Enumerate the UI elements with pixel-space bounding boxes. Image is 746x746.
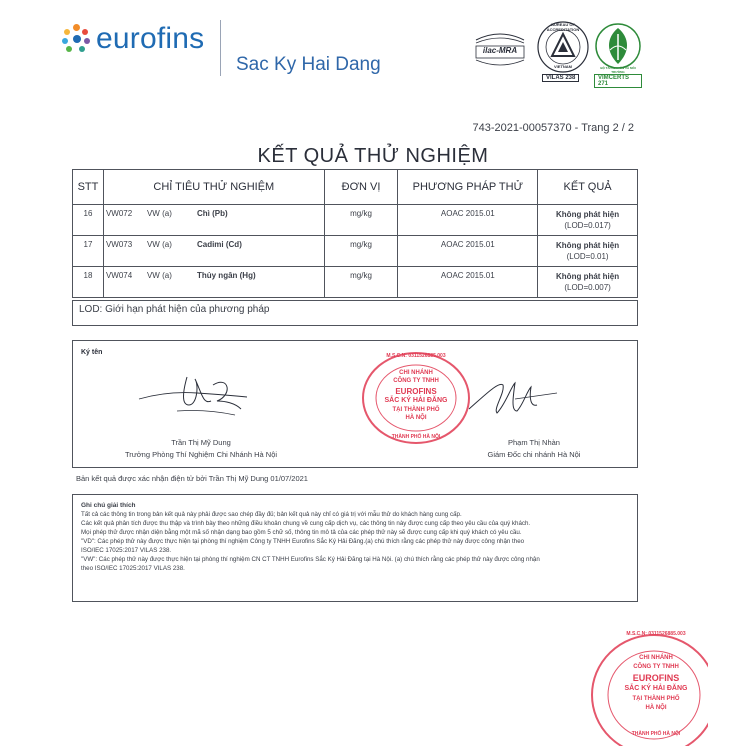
boa-country-text: VIETNAM [554,64,572,69]
note-line: Các kết quả phân tích được thu thập và trình bày theo những điều khoản chung về cung cấp dịch vụ, các thông tin này được cung cấp theo yêu cầu của quý khách. [81,520,531,527]
row-stt: 17 [73,236,104,267]
vimcerts-caption: VIMCERTS 271 [594,74,642,88]
electronic-confirmation: Bản kết quả được xác nhận điện tử bởi Trần Thị Mỹ Dung 01/07/2021 [76,474,308,483]
header-result: KẾT QUẢ [538,170,638,205]
ilac-mra-logo [474,30,526,66]
row-result [538,267,638,298]
ilac-mra-text: ilac-MRA [482,46,518,55]
row-analyte: Thủy ngân (Hg) [196,271,256,280]
stamp-line-4: SẮC KÝ HẢI ĐĂNG [384,397,448,404]
eurofins-logo [62,22,204,56]
row-stt: 18 [73,267,104,298]
corner-stamp-ring-text: M.S.C.N: 0311526885.003 [626,631,686,637]
row-indicator [103,267,324,298]
left-signer-title: Trưởng Phòng Thí Nghiệm Chi Nhánh Hà Nội [124,450,278,459]
row-result-text: Không phát hiện [556,272,620,281]
table-row [73,236,638,267]
header-stt: STT [73,170,104,205]
signature-section [72,340,638,468]
row-method: AOAC 2015.01 [398,267,538,298]
results-table [72,169,638,298]
header-divider [220,20,221,76]
row-analyte: Cadimi (Cd) [196,240,242,249]
stamp-line-3: EUROFINS [395,387,437,396]
corner-stamp-line-4: SẮC KÝ HẢI ĐĂNG [624,685,688,692]
notes-title: Ghi chú giải thích [81,502,136,509]
left-signer-name: Trần Thị Mỹ Dung [171,438,231,447]
note-line: Tất cả các thông tin trong bản kết quả này phải được sao chép đầy đủ; bản kết quả này chỉ có giá trị với mẫu thử do khách hàng cung cấp. [81,511,462,518]
branch-name: Sac Ky Hai Dang [236,54,381,75]
lod-legend: LOD: Giới hạn phát hiện của phương pháp [72,300,638,326]
header-method: PHƯƠNG PHÁP THỬ [398,170,538,205]
right-signature-image [465,375,565,425]
row-matrix: VW (a) [146,240,172,249]
stamp-line-6: HÀ NỘI [405,415,427,421]
note-line: ISO/IEC 17025:2017 VILAS 238. [81,547,172,554]
corner-stamp-bottom-text: THÀNH PHỐ HÀ NỘI [631,731,681,737]
note-line: "VW": Các phép thử này được thực hiện tại phòng thí nghiệm CN CT TNHH Eurofins Sắc Ký Hải Đăng tại Hà Nội. (a) chú thích rằng các phép thử này được công nhận [81,556,540,563]
row-result-lod: (LOD=0.007) [564,283,611,292]
notes-section [72,494,638,602]
stamp-line-5: TẠI THÀNH PHỐ [392,407,440,413]
corner-stamp-line-6: HÀ NỘI [645,705,667,711]
row-code: VW072 [105,209,133,218]
row-matrix: VW (a) [146,271,172,280]
table-row [73,267,638,298]
row-result [538,205,638,236]
page-title: KẾT QUẢ THỬ NGHIỆM [257,145,489,167]
row-result-text: Không phát hiện [556,241,620,250]
right-signer [459,437,609,461]
vimcerts-inner-text: BỘ TÀI NGUYÊN VÀ MÔI TRƯỜNG [600,66,636,74]
header-unit: ĐƠN VỊ [324,170,398,205]
note-line: theo ISO/IEC 17025:2017 VILAS 238. [81,565,185,572]
boa-logo [536,20,590,84]
corner-stamp-line-1: CHI NHÁNH [639,655,673,661]
row-method: AOAC 2015.01 [398,236,538,267]
stamp-line-2: CÔNG TY TNHH [393,378,439,384]
eurofins-logo-text: eurofins [96,22,205,55]
row-result-lod: (LOD=0.017) [564,221,611,230]
vimcerts-logo [594,20,642,87]
row-unit: mg/kg [324,267,398,298]
row-indicator [103,236,324,267]
note-line: "VD": Các phép thử này được thực hiện tại phòng thí nghiệm Công ty TNHH Eurofins Sắc Ký Hải Đăng.(a) chú thích rằng các phép thử này được công nhận theo [81,538,525,545]
signature-label: Ký tên [81,349,103,356]
eurofins-dots-icon [62,24,92,54]
document-reference: 743-2021-00057370 - Trang 2 / 2 [472,122,634,134]
table-row [73,205,638,236]
row-stt: 16 [73,205,104,236]
stamp-ring-text: M.S.C.N: 0311526885.003 [386,353,446,359]
row-code: VW073 [105,240,133,249]
corner-stamp [588,625,708,746]
corner-stamp-line-3: EUROFINS [632,673,680,683]
row-method: AOAC 2015.01 [398,205,538,236]
table-header-row [73,170,638,205]
row-indicator [103,205,324,236]
corner-stamp-line-5: TẠI THÀNH PHỐ [632,696,680,702]
stamp-line-1: CHI NHÁNH [399,370,433,376]
row-result-lod: (LOD=0.01) [566,252,609,261]
row-unit: mg/kg [324,236,398,267]
row-code: VW074 [105,271,133,280]
corner-stamp-line-2: CÔNG TY TNHH [633,664,679,670]
note-line: Mọi phép thử được nhận diện bằng một mã số nhận dạng bao gồm 5 chữ số, thông tin mô tả của các phép thử này sẽ được cung cấp khi quý khách có yêu cầu. [81,529,522,536]
row-unit: mg/kg [324,205,398,236]
company-stamp [360,350,472,446]
boa-ring-text: BUREAU OF ACCREDITATION [546,22,580,32]
right-signer-title: Giám Đốc chi nhánh Hà Nội [487,450,581,459]
row-result-text: Không phát hiện [556,210,620,219]
row-analyte: Chì (Pb) [196,209,228,218]
right-signer-name: Phạm Thị Nhàn [508,438,560,447]
row-result [538,236,638,267]
stamp-bottom-text: THÀNH PHỐ HÀ NỘI [391,434,441,440]
header-indicator: CHỈ TIÊU THỬ NGHIỆM [103,170,324,205]
row-matrix: VW (a) [146,209,172,218]
left-signer [103,437,299,461]
left-signature-image [137,371,257,421]
vilas-caption: VILAS 238 [542,74,579,82]
